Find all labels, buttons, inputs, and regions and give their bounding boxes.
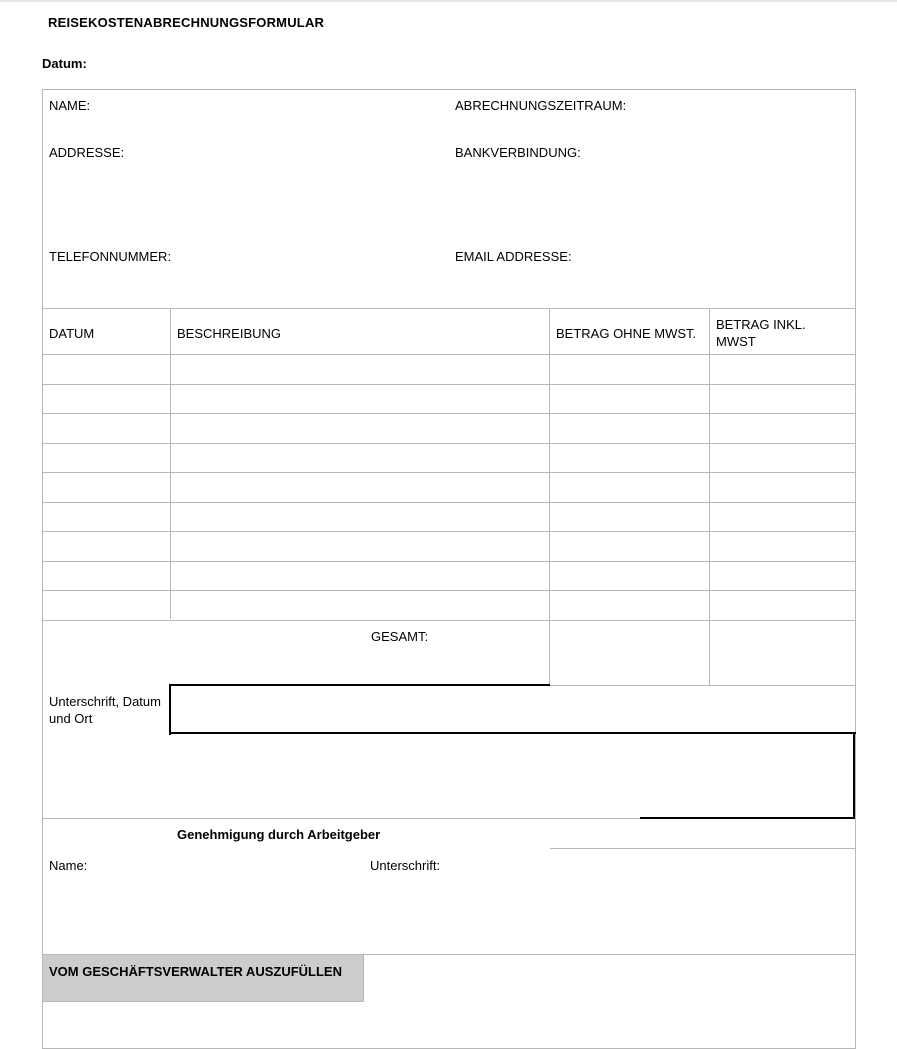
manager-box: [42, 954, 364, 1002]
header-betrag-inkl: BETRAG INKL. MWST: [716, 317, 806, 349]
approval-signature-line: [550, 848, 855, 849]
signature-box-bottom: [169, 732, 856, 734]
header-betrag-ohne: BETRAG OHNE MWST.: [556, 326, 697, 341]
email-label: EMAIL ADDRESSE:: [455, 249, 572, 264]
table-row-line: [42, 384, 855, 385]
total-label: GESAMT:: [371, 629, 429, 644]
table-row-line: [42, 502, 855, 503]
period-label: ABRECHNUNGSZEITRAUM:: [455, 98, 627, 113]
approval-signature-label: Unterschrift:: [370, 858, 441, 873]
table-row-line: [42, 561, 855, 562]
table-header-line: [42, 354, 855, 355]
name-label: NAME:: [49, 98, 91, 113]
top-border: [0, 0, 897, 2]
form-date-label: Datum:: [42, 56, 87, 71]
table-top-line: [42, 308, 855, 309]
signature-box-right: [853, 732, 855, 819]
form-title: REISEKOSTENABRECHNUNGSFORMULAR: [48, 15, 325, 30]
header-datum: DATUM: [49, 326, 95, 341]
signature-field[interactable]: [171, 686, 853, 732]
table-row-line: [42, 620, 855, 621]
signature-box-lower: [640, 817, 855, 819]
col-line-3: [709, 308, 710, 685]
table-row-line: [42, 472, 855, 473]
table-row-line: [42, 590, 855, 591]
table-row-line: [42, 443, 855, 444]
table-row-line: [42, 531, 855, 532]
address-label: ADDRESSE:: [49, 145, 125, 160]
approval-top-line: [42, 818, 640, 819]
bank-label: BANKVERBINDUNG:: [455, 145, 581, 160]
phone-label: TELEFONNUMMER:: [49, 249, 172, 264]
col-line-1: [170, 308, 171, 619]
col-line-2: [549, 308, 550, 685]
manager-label: VOM GESCHÄFTSVERWALTER AUSZUFÜLLEN: [49, 964, 342, 979]
signature-label: Unterschrift, Datum und Ort: [49, 694, 161, 726]
approval-name-label: Name:: [49, 858, 88, 873]
header-beschreibung: BESCHREIBUNG: [177, 326, 282, 341]
form-frame: [42, 89, 856, 1049]
approval-heading: Genehmigung durch Arbeitgeber: [177, 827, 381, 842]
table-row-line: [42, 413, 855, 414]
